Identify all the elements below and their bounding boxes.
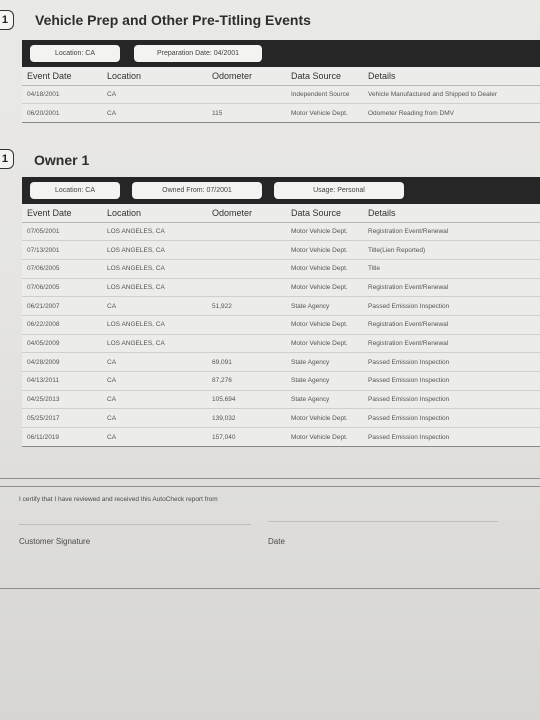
cell-odometer: 51,922 [207,297,286,316]
divider [0,588,540,589]
cell-location: LOS ANGELES, CA [102,222,207,241]
cell-location: LOS ANGELES, CA [102,334,207,353]
cell-details: Passed Emission Inspection [363,409,540,428]
cell-location: LOS ANGELES, CA [102,278,207,297]
table-row [22,409,540,428]
table-row [22,353,540,372]
usage-pill: Usage: Personal [274,182,404,199]
cell-data-source: State Agency [286,297,363,316]
cell-odometer [207,334,286,353]
cell-location: CA [107,109,117,117]
owner-title: Owner 1 [34,152,90,168]
cell-event-date: 06/22/2008 [22,315,102,334]
pre-titling-events-table [22,67,540,122]
cell-event-date: 07/06/2005 [22,259,102,278]
cell-event-date: 07/13/2001 [22,241,102,260]
cell-event-date: 04/13/2011 [22,372,102,391]
cell-location: CA [102,390,207,409]
cell-event-date: 07/05/2001 [22,222,102,241]
table-header-row [22,204,540,222]
table-header-row [22,67,540,85]
table-row [22,222,540,241]
cell-data-source: Motor Vehicle Dept. [291,433,348,441]
owner-panel [22,177,540,447]
cell-location: LOS ANGELES, CA [102,259,207,278]
cell-odometer [207,222,286,241]
date-line [268,521,498,522]
cell-location: CA [102,409,207,428]
cell-details: Registration Event/Renewal [363,278,540,297]
cell-details: Passed Emission Inspection [363,297,540,316]
table-row [22,334,540,353]
section-title: Vehicle Prep and Other Pre-Titling Events [35,12,311,28]
cell-odometer [207,315,286,334]
cell-details: Passed Emission Inspection [363,353,540,372]
cell-event-date: 04/28/2009 [22,353,102,372]
divider [0,486,540,487]
cell-odometer: 157,040 [212,433,236,441]
cell-data-source: State Agency [286,390,363,409]
cell-details: Odometer Reading from DMV [368,109,454,117]
preparation-date-pill: Preparation Date: 04/2001 [134,45,262,62]
table-row [22,297,540,316]
cell-details: Vehicle Manufactured and Shipped to Dealer [363,85,540,104]
table-row [22,104,540,123]
table-row [22,278,540,297]
cell-data-source: Motor Vehicle Dept. [286,409,363,428]
customer-signature-label: Customer Signature [19,537,91,546]
cell-data-source: Motor Vehicle Dept. [286,259,363,278]
col-odometer: Odometer [207,67,286,85]
cell-data-source: Motor Vehicle Dept. [286,278,363,297]
owner-location-pill: Location: CA [30,182,120,199]
owner-summary-bar [22,177,540,204]
cell-details: Title [363,259,540,278]
cell-event-date: 05/25/2017 [22,409,102,428]
cell-odometer: 87,276 [207,372,286,391]
cell-odometer: 69,091 [207,353,286,372]
cell-event-date: 04/25/2013 [22,390,102,409]
cell-data-source: Motor Vehicle Dept. [286,241,363,260]
col-details: Details [363,67,540,85]
cell-data-source: Independent Source [286,85,363,104]
cell-details: Passed Emission Inspection [363,390,540,409]
cell-odometer: 115 [212,109,223,117]
cell-odometer [207,278,286,297]
divider [0,478,540,479]
table-row [22,315,540,334]
cell-odometer [207,241,286,260]
table-row [22,85,540,104]
cell-data-source: Motor Vehicle Dept. [291,109,348,117]
cell-data-source: Motor Vehicle Dept. [286,334,363,353]
cell-details: Passed Emission Inspection [363,372,540,391]
date-label: Date [268,537,285,546]
cell-event-date: 06/21/2007 [22,297,102,316]
cell-location: CA [102,297,207,316]
cell-data-source: Motor Vehicle Dept. [286,315,363,334]
cell-event-date: 06/11/2019 [27,433,60,441]
cell-odometer [207,259,286,278]
col-event-date: Event Date [22,67,102,85]
cell-details: Registration Event/Renewal [363,334,540,353]
owner-events-table [22,204,540,446]
cell-details: Passed Emission Inspection [368,433,450,441]
cell-odometer: 139,032 [207,409,286,428]
col-location: Location [102,204,207,222]
cell-data-source: Motor Vehicle Dept. [286,222,363,241]
cell-details: Registration Event/Renewal [363,315,540,334]
cell-details: Title(Lien Reported) [363,241,540,260]
pre-titling-panel [22,40,540,123]
table-row [22,372,540,391]
cell-event-date: 04/18/2001 [22,85,102,104]
cell-odometer [207,85,286,104]
cell-location: LOS ANGELES, CA [102,315,207,334]
cell-location: CA [107,433,117,441]
cell-event-date: 04/05/2009 [22,334,102,353]
table-row [22,241,540,260]
owner-number: 1 [1,153,8,165]
cell-location: LOS ANGELES, CA [102,241,207,260]
section-number-badge [0,10,14,30]
section-number: 1 [1,14,8,26]
cell-data-source: State Agency [286,353,363,372]
col-location: Location [102,67,207,85]
owned-from-pill: Owned From: 07/2001 [132,182,262,199]
table-row [22,259,540,278]
owner-number-badge [0,149,14,169]
table-row [22,390,540,409]
col-event-date: Event Date [22,204,102,222]
cell-event-date: 07/06/2005 [22,278,102,297]
col-data-source: Data Source [286,204,363,222]
certify-statement: I certify that I have reviewed and received this AutoCheck report from [19,496,218,503]
table-row [22,428,540,447]
cell-location: CA [102,353,207,372]
cell-event-date: 06/20/2001 [27,109,60,117]
cell-odometer: 105,694 [207,390,286,409]
cell-details: Registration Event/Renewal [363,222,540,241]
cell-location: CA [102,372,207,391]
panel-summary-bar [22,40,540,67]
col-odometer: Odometer [207,204,286,222]
col-data-source: Data Source [286,67,363,85]
location-pill: Location: CA [30,45,120,62]
cell-data-source: State Agency [286,372,363,391]
signature-line [19,524,251,525]
col-details: Details [363,204,540,222]
cell-location: CA [102,85,207,104]
